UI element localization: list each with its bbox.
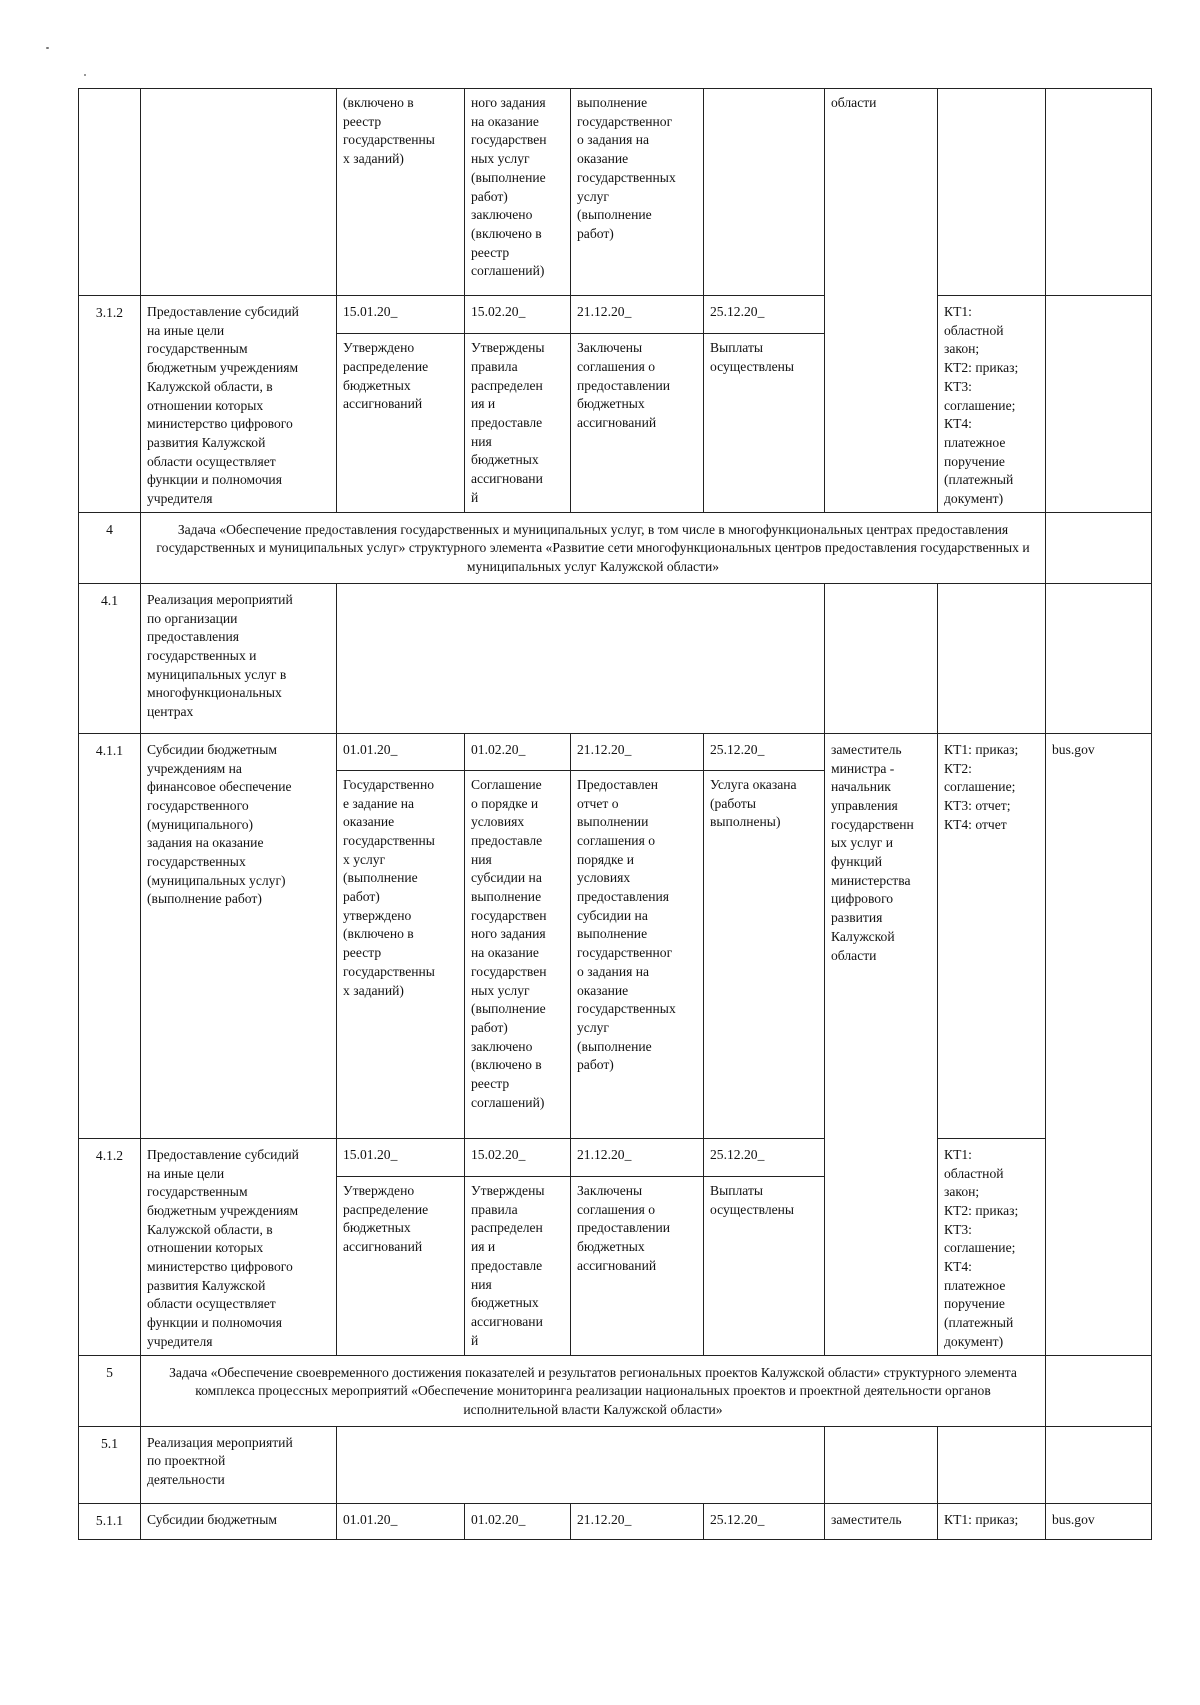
cell-event-2: ного задания на оказание государствен ных услуг (выполнение работ) заключено (включено в реестр соглашений) — [465, 89, 571, 296]
row-number: 4.1 — [79, 583, 141, 733]
cell-empty — [825, 1426, 938, 1503]
date-cell: 25.12.20_ — [704, 1138, 825, 1176]
event-cell: Заключены соглашения о предоставлении бюджетных ассигнований — [571, 1177, 704, 1356]
row-name: Субсидии бюджетным учреждениям на финансовое обеспечение государственного (муниципального) задания на оказание государственных (муниципальных услуг) (выполнение работ) — [141, 733, 337, 1138]
date-cell: 15.01.20_ — [337, 1138, 465, 1176]
row-system: bus.gov — [1046, 1503, 1152, 1539]
cell-empty — [337, 583, 825, 733]
row-name: Реализация мероприятий по организации предоставления государственных и муниципальных услуг в многофункциональных центрах — [141, 583, 337, 733]
table-row-continued — [79, 89, 1152, 296]
row-name: Предоставление субсидий на иные цели государственным бюджетным учреждениям Калужской области, в отношении которых министерство цифрового развития Калужской области осуществляет функции и полномочия учредителя — [141, 296, 337, 513]
cell-event-1: (включено в реестр государственны х заданий) — [337, 89, 465, 296]
row-number: 4 — [79, 512, 141, 583]
table-row — [79, 583, 1152, 733]
row-name: Предоставление субсидий на иные цели государственным бюджетным учреждениям Калужской области, в отношении которых министерство цифрового развития Калужской области осуществляет функции и полномочия учредителя — [141, 1138, 337, 1355]
event-cell: Утверждено распределение бюджетных ассигнований — [337, 334, 465, 513]
cell-empty — [79, 89, 141, 296]
table-row — [79, 1138, 1152, 1176]
cell-empty — [1046, 1355, 1152, 1426]
cell-empty — [1046, 512, 1152, 583]
row-number: 5 — [79, 1355, 141, 1426]
row-docs: КТ1: приказ; — [938, 1503, 1046, 1539]
cell-responsible: области — [825, 89, 938, 296]
cell-empty — [938, 1426, 1046, 1503]
date-cell: 15.01.20_ — [337, 296, 465, 334]
table-row — [79, 733, 1152, 770]
cell-responsible — [825, 296, 938, 513]
date-cell: 25.12.20_ — [704, 1503, 825, 1539]
row-system: bus.gov — [1046, 733, 1152, 1355]
row-docs: КТ1: областной закон; КТ2: приказ; КТ3: соглашение; КТ4: платежное поручение (платежный документ) — [938, 296, 1046, 513]
date-cell: 21.12.20_ — [571, 1138, 704, 1176]
table-row — [79, 1426, 1152, 1503]
row-name: Субсидии бюджетным — [141, 1503, 337, 1539]
cell-empty — [938, 583, 1046, 733]
cell-empty — [1046, 296, 1152, 513]
date-cell: 21.12.20_ — [571, 1503, 704, 1539]
date-cell: 01.02.20_ — [465, 1503, 571, 1539]
event-cell: Заключены соглашения о предоставлении бюджетных ассигнований — [571, 334, 704, 513]
event-plan-table — [78, 88, 1152, 1540]
event-cell: Выплаты осуществлены — [704, 334, 825, 513]
row-number: 4.1.2 — [79, 1138, 141, 1355]
scan-speck — [84, 74, 86, 76]
date-cell: 01.01.20_ — [337, 733, 465, 770]
date-cell: 25.12.20_ — [704, 733, 825, 770]
row-docs: КТ1: областной закон; КТ2: приказ; КТ3: соглашение; КТ4: платежное поручение (платежный документ) — [938, 1138, 1046, 1355]
cell-empty — [938, 89, 1046, 296]
row-responsible: заместитель министра - начальник управления государственн ых услуг и функций министерства цифрового развития Калужской области — [825, 733, 938, 1355]
row-docs: КТ1: приказ; КТ2: соглашение; КТ3: отчет; КТ4: отчет — [938, 733, 1046, 1138]
date-cell: 25.12.20_ — [704, 296, 825, 334]
row-name: Реализация мероприятий по проектной деятельности — [141, 1426, 337, 1503]
date-cell: 21.12.20_ — [571, 733, 704, 770]
date-cell: 15.02.20_ — [465, 1138, 571, 1176]
table-row — [79, 296, 1152, 334]
cell-empty — [141, 89, 337, 296]
cell-empty — [1046, 1426, 1152, 1503]
date-cell: 01.02.20_ — [465, 733, 571, 770]
cell-event-3: выполнение государственног о задания на оказание государственных услуг (выполнение работ) — [571, 89, 704, 296]
scan-speck — [46, 47, 49, 49]
event-cell: Утверждено распределение бюджетных ассигнований — [337, 1177, 465, 1356]
event-cell: Соглашение о порядке и условиях предоставле ния субсидии на выполнение государствен ного задания на оказание государствен ных услуг (выполнение работ) заключено (включено в реестр соглашений) — [465, 770, 571, 1138]
event-cell: Утверждены правила распределен ия и предоставле ния бюджетных ассигновани й — [465, 334, 571, 513]
row-number: 5.1.1 — [79, 1503, 141, 1539]
event-cell: Выплаты осуществлены — [704, 1177, 825, 1356]
row-number: 3.1.2 — [79, 296, 141, 513]
cell-empty — [825, 583, 938, 733]
date-cell: 01.01.20_ — [337, 1503, 465, 1539]
row-number: 4.1.1 — [79, 733, 141, 1138]
cell-event-4 — [704, 89, 825, 296]
date-cell: 21.12.20_ — [571, 296, 704, 334]
row-number: 5.1 — [79, 1426, 141, 1503]
task-text: Задача «Обеспечение своевременного достижения показателей и результатов региональных проектов Калужской области» структурного элемента комплекса процессных мероприятий «Обеспечение мониторинга реализации национальных проектов и проектной деятельности органов исполнительной власти Калужской области» — [141, 1355, 1046, 1426]
cell-empty — [1046, 89, 1152, 296]
date-cell: 15.02.20_ — [465, 296, 571, 334]
event-cell: Предоставлен отчет о выполнении соглашения о порядке и условиях предоставления субсидии на выполнение государственног о задания на оказание государственных услуг (выполнение работ) — [571, 770, 704, 1138]
task-row — [79, 1355, 1152, 1426]
cell-empty — [337, 1426, 825, 1503]
event-cell: Услуга оказана (работы выполнены) — [704, 770, 825, 1138]
row-responsible: заместитель — [825, 1503, 938, 1539]
event-cell: Государственно е задание на оказание государственны х услуг (выполнение работ) утверждено (включено в реестр государственны х заданий) — [337, 770, 465, 1138]
cell-empty — [1046, 583, 1152, 733]
task-text: Задача «Обеспечение предоставления государственных и муниципальных услуг, в том числе в многофункциональных центрах предоставления государственных и муниципальных услуг» структурного элемента «Развитие сети многофункциональных центров предоставления государственных и муниципальных услуг Калужской области» — [141, 512, 1046, 583]
task-row — [79, 512, 1152, 583]
table-row — [79, 1503, 1152, 1539]
event-cell: Утверждены правила распределен ия и предоставле ния бюджетных ассигновани й — [465, 1177, 571, 1356]
